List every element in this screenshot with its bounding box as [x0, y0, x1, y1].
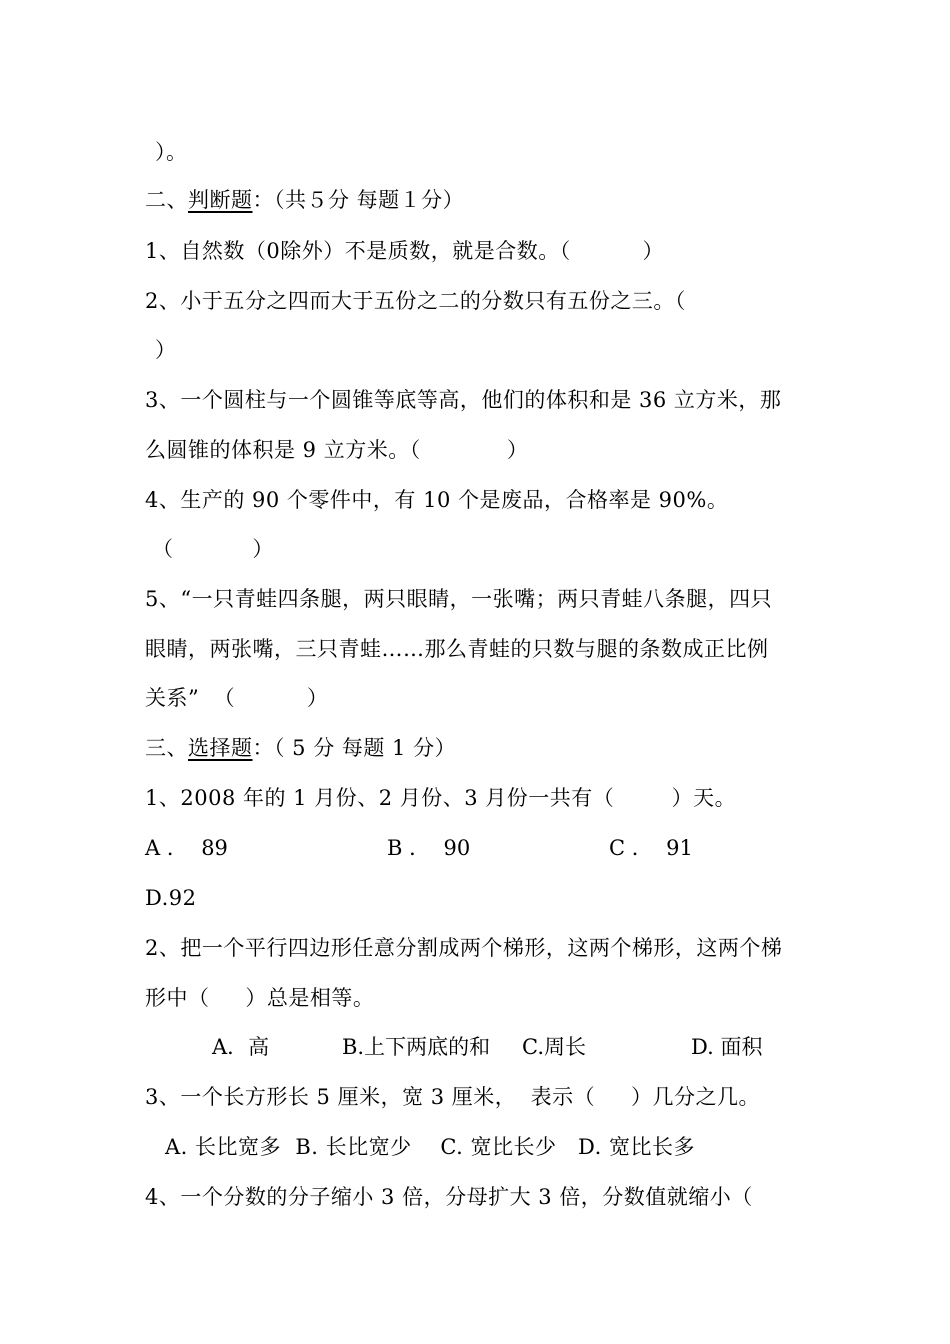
judge-question-1: 1、自然数（0除外）不是质数，就是合数。（ ） [145, 239, 664, 263]
choice-1-option-b: B ． 90 [387, 836, 471, 860]
choice-2-option-c: C.周长 [522, 1035, 586, 1059]
choice-question-1: 1、2008 年的 1 月份、2 月份、3 月份一共有（ ）天。 [145, 786, 737, 810]
judge-question-3: 3、一个圆柱与一个圆锥等底等高，他们的体积和是 36 立方米，那 [145, 388, 782, 412]
judge-question-2: 2、小于五分之四而大于五份之二的分数只有五份之三。（ [145, 289, 686, 313]
section-scoring: ：（ 5 分 每题 1 分） [252, 736, 457, 760]
choice-3-options: A. 长比宽多 B. 长比宽少 C. 宽比长少 D. 宽比长多 [165, 1135, 695, 1159]
section-number: 二、 [145, 188, 188, 212]
choice-1-option-d: D.92 [145, 886, 197, 910]
judge-question-5-cont: 眼睛，两张嘴，三只青蛙……那么青蛙的只数与腿的条数成正比例 [145, 637, 769, 661]
choice-question-4: 4、一个分数的分子缩小 3 倍，分母扩大 3 倍，分数值就缩小（ [145, 1185, 753, 1209]
judge-question-5: 5、“一只青蛙四条腿，两只眼睛，一张嘴；两只青蛙八条腿，四只 [145, 587, 773, 611]
choice-2-option-a: A．高 [212, 1035, 270, 1059]
section-2-heading [145, 186, 464, 214]
choice-2-option-b: B.上下两底的和 [342, 1035, 491, 1059]
judge-question-4: 4、生产的 90 个零件中，有 10 个是废品，合格率是 90%。 [145, 488, 729, 512]
section-number: 三、 [145, 736, 188, 760]
prev-question-end: ）。 [155, 140, 188, 164]
choice-question-2: 2、把一个平行四边形任意分割成两个梯形，这两个梯形，这两个梯 [145, 936, 783, 960]
section-title: 判断题 [188, 188, 253, 212]
choice-question-2-cont: 形中（ ）总是相等。 [145, 986, 375, 1010]
judge-question-2-blank: ） [155, 338, 177, 362]
section-3-heading [145, 734, 456, 762]
choice-1-option-a: A ． 89 [145, 836, 228, 860]
judge-question-3-cont: 么圆锥的体积是 9 立方米。（ ） [145, 438, 529, 462]
section-title: 选择题 [188, 736, 253, 760]
choice-2-option-d: D. 面积 [691, 1035, 763, 1059]
section-scoring: ：（共５分 每题１分） [252, 188, 465, 212]
choice-1-option-c: C ． 91 [609, 836, 693, 860]
judge-question-4-blank: （ ） [152, 537, 274, 561]
choice-question-3: 3、一个长方形长 5 厘米，宽 3 厘米， 表示（ ）几分之几。 [145, 1085, 761, 1109]
judge-question-5-end: 关系” （ ） [145, 686, 329, 710]
